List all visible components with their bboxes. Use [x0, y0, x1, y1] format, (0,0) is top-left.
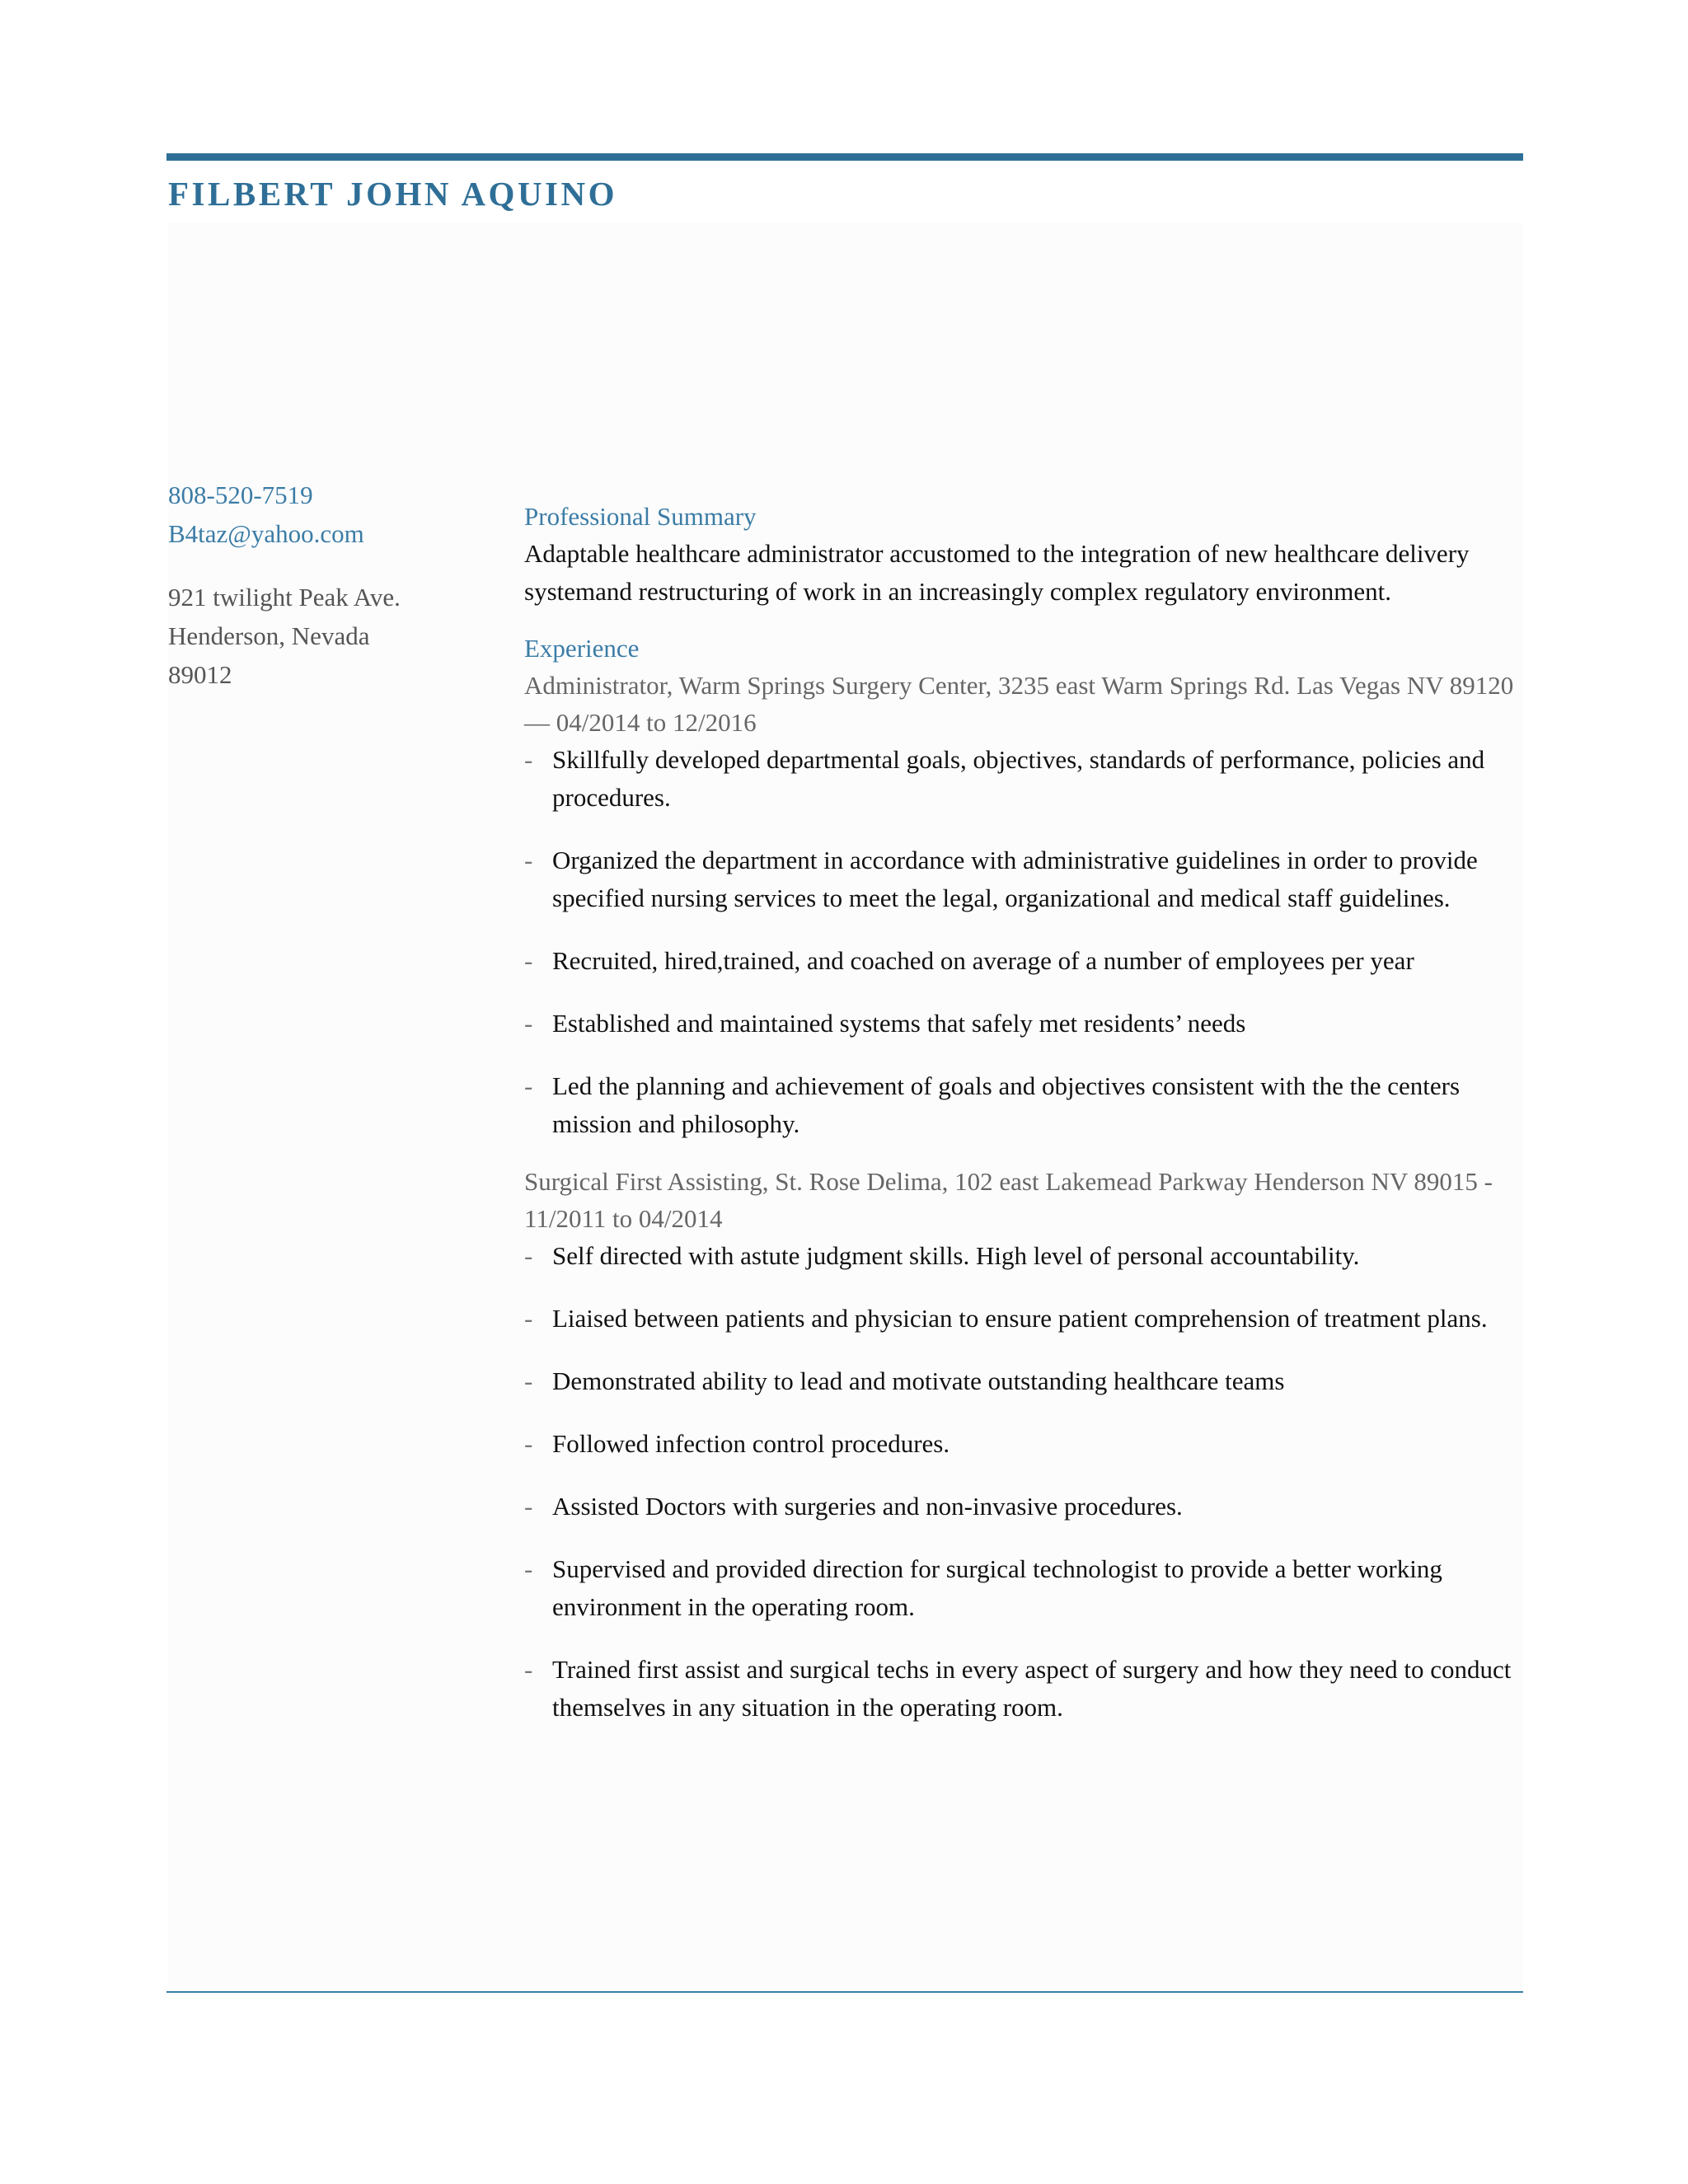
bullet-text: Demonstrated ability to lead and motivate outstanding healthcare teams	[552, 1366, 1285, 1395]
summary-text: Adaptable healthcare administrator accustomed to the integration of new healthcare delivery systemand restructuring of work in an increasingly complex regulatory environment.	[524, 539, 1470, 606]
list-item	[524, 741, 1523, 817]
list-item	[524, 1550, 1523, 1626]
list-item	[524, 1067, 1523, 1143]
job-entry-1	[524, 667, 1523, 1143]
list-item	[524, 1300, 1523, 1338]
bullet-dash: -	[524, 1429, 533, 1458]
bullet-dash: -	[524, 946, 533, 975]
job-entry-2	[524, 1163, 1523, 1727]
list-item	[524, 841, 1523, 917]
phone-number[interactable]: 808-520-7519	[168, 480, 313, 509]
bullet-dash: -	[524, 1071, 533, 1100]
address-city: Henderson, Nevada	[168, 621, 370, 650]
bullet-text: Self directed with astute judgment skills. High level of personal accountability.	[552, 1241, 1360, 1270]
bullet-dash: -	[524, 1554, 533, 1583]
bullet-dash: -	[524, 1241, 533, 1270]
email-address[interactable]: B4taz@yahoo.com	[168, 519, 364, 548]
bullet-text: Recruited, hired,trained, and coached on average of a number of employees per year	[552, 946, 1414, 975]
bullet-dash: -	[524, 745, 533, 774]
job-title-location: Surgical First Assisting, St. Rose Delima, 102 east Lakemead Parkway Henderson NV 89015 - 11/2011 to 04/2014	[524, 1167, 1493, 1233]
bullet-dash: -	[524, 846, 533, 874]
list-item	[524, 1237, 1523, 1275]
bullet-dash: -	[524, 1009, 533, 1038]
bullet-text: Trained first assist and surgical techs in every aspect of surgery and how they need to conduct themselves in any situation in the operating room.	[552, 1655, 1512, 1722]
bullet-text: Followed infection control procedures.	[552, 1429, 950, 1458]
list-item	[524, 1362, 1523, 1400]
summary-heading: Professional Summary	[524, 502, 757, 531]
bullet-text: Liaised between patients and physician to ensure patient comprehension of treatment plans.	[552, 1304, 1488, 1333]
resume-name: FILBERT JOHN AQUINO	[168, 175, 618, 213]
main-column	[524, 498, 1523, 1727]
list-item	[524, 1005, 1523, 1043]
job-bullets	[524, 741, 1523, 1143]
experience-heading: Experience	[524, 634, 640, 663]
bullet-dash: -	[524, 1655, 533, 1684]
list-item	[524, 942, 1523, 980]
job-title-location: Administrator, Warm Springs Surgery Center, 3235 east Warm Springs Rd. Las Vegas NV 89120 — 04/2014 to 12/2016	[524, 671, 1514, 737]
bullet-text: Supervised and provided direction for surgical technologist to provide a better working environment in the operating room.	[552, 1554, 1442, 1621]
address-zip: 89012	[168, 660, 232, 689]
list-item	[524, 1651, 1523, 1727]
address-street: 921 twilight Peak Ave.	[168, 583, 401, 612]
bullet-text: Assisted Doctors with surgeries and non-invasive procedures.	[552, 1492, 1183, 1521]
top-rule	[166, 153, 1523, 161]
list-item	[524, 1425, 1523, 1463]
bullet-dash: -	[524, 1366, 533, 1395]
bullet-text: Established and maintained systems that safely met residents’ needs	[552, 1009, 1246, 1038]
list-item	[524, 1488, 1523, 1526]
bottom-rule	[166, 1991, 1523, 1993]
bullet-text: Skillfully developed departmental goals, objectives, standards of performance, policies and procedures.	[552, 745, 1485, 812]
section-spacer	[524, 611, 1523, 630]
contact-column	[168, 476, 481, 694]
contact-spacer	[168, 553, 481, 578]
bullet-text: Led the planning and achievement of goals and objectives consistent with the the centers mission and philosophy.	[552, 1071, 1461, 1138]
bullet-dash: -	[524, 1304, 533, 1333]
job-bullets	[524, 1237, 1523, 1727]
bullet-text: Organized the department in accordance with administrative guidelines in order to provide specified nursing services to meet the legal, organizational and medical staff guidelines.	[552, 846, 1478, 912]
bullet-dash: -	[524, 1492, 533, 1521]
